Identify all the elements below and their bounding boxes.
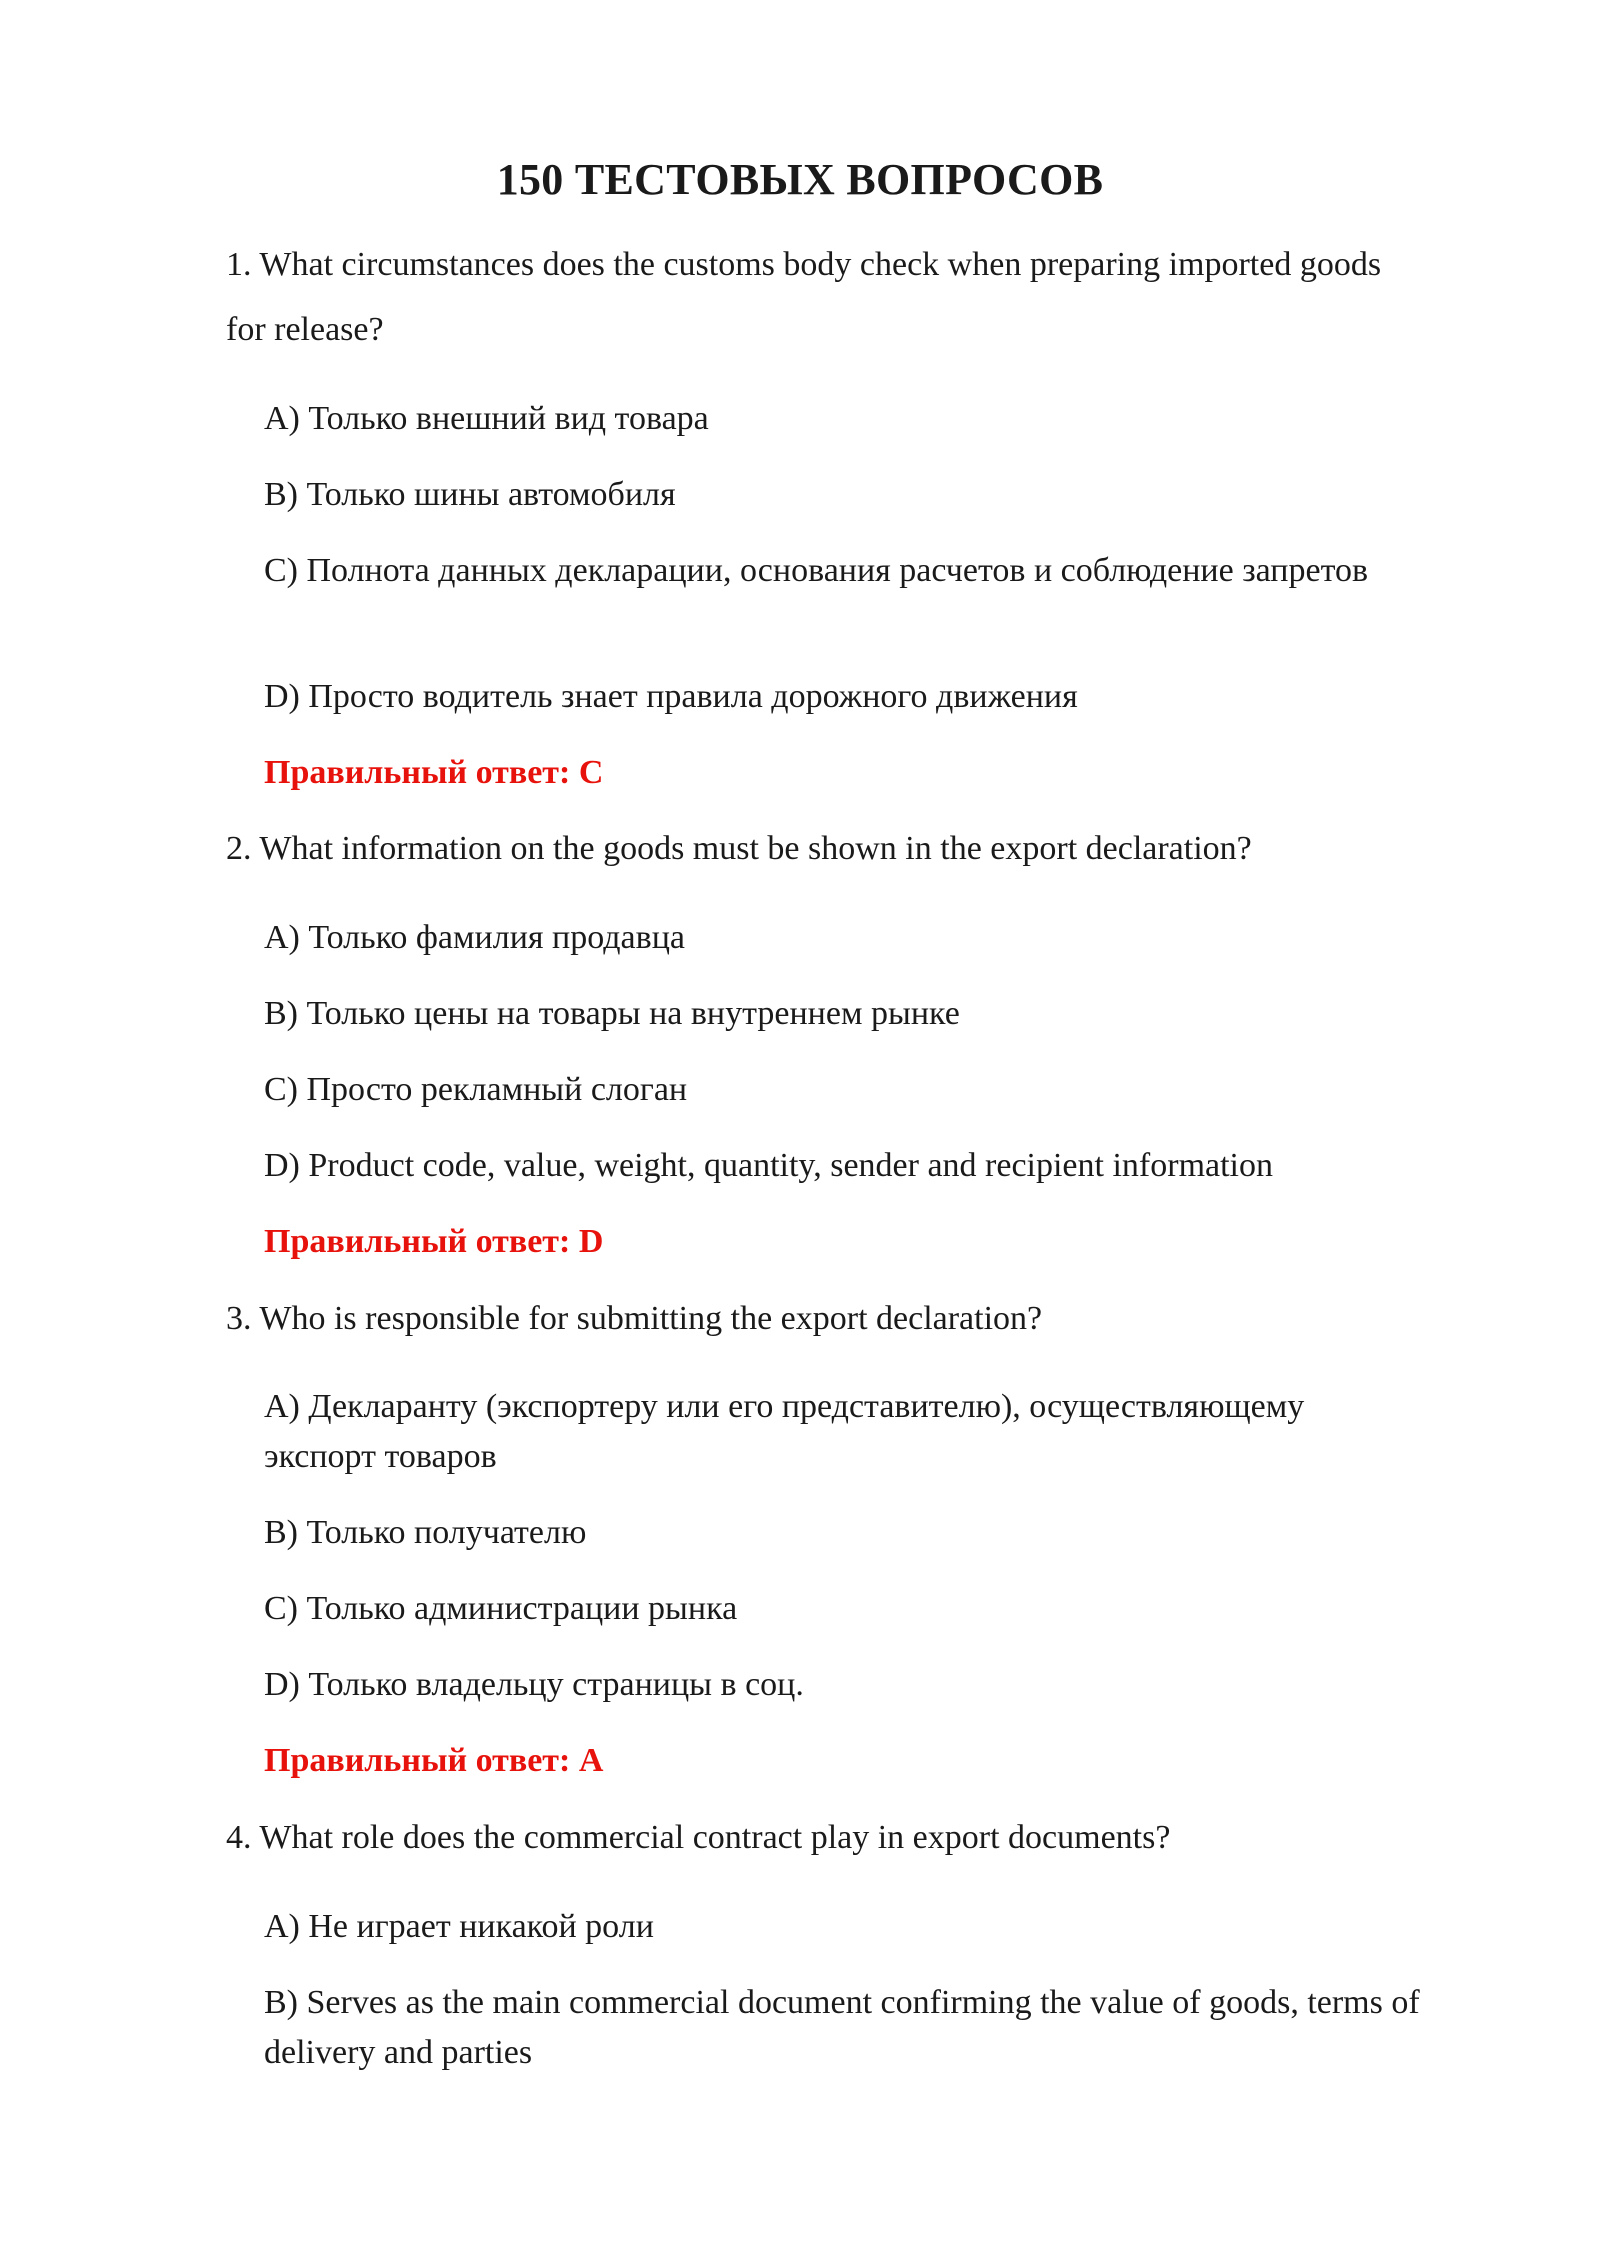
question-2-option-b: B) Только цены на товары на внутреннем рынке: [264, 995, 960, 1032]
question-3-option-c: C) Только администрации рынка: [264, 1590, 738, 1627]
question-4-text: 4. What role does the commercial contract play in export documents?: [226, 1819, 1171, 1856]
question-3-option-a: A) Декларанту (экспортеру или его представителю), осуществляющему экспорт товаров: [264, 1388, 1305, 1475]
question-1-option-b: B) Только шины автомобиля: [264, 476, 676, 513]
document-title: 150 ТЕСТОВЫХ ВОПРОСОВ: [496, 155, 1104, 204]
question-1-option-d: D) Просто водитель знает правила дорожного движения: [264, 678, 1078, 715]
question-1-option-c: C) Полнота данных декларации, основания расчетов и соблюдение запретов: [264, 552, 1369, 589]
question-3-option-d: D) Только владельцу страницы в соц.: [264, 1666, 804, 1703]
question-1-text: 1. What circumstances does the customs body check when preparing imported goods for release?: [226, 246, 1382, 348]
question-2-option-d: D) Product code, value, weight, quantity, sender and recipient information: [264, 1147, 1273, 1184]
question-4-option-b: B) Serves as the main commercial document confirming the value of goods, terms of delivery and parties: [264, 1984, 1420, 2071]
question-3-text: 3. Who is responsible for submitting the export declaration?: [226, 1300, 1043, 1337]
question-3-option-b: B) Только получателю: [264, 1514, 587, 1551]
question-2-text: 2. What information on the goods must be shown in the export declaration?: [226, 830, 1252, 867]
question-4-option-a: A) Не играет никакой роли: [264, 1908, 654, 1945]
question-2-option-c: C) Просто рекламный слоган: [264, 1071, 688, 1108]
question-1-answer: Правильный ответ: C: [264, 754, 604, 791]
question-2-answer: Правильный ответ: D: [264, 1223, 604, 1260]
question-1-option-a: A) Только внешний вид товара: [264, 400, 709, 437]
question-3-answer: Правильный ответ: A: [264, 1742, 604, 1779]
question-2-option-a: A) Только фамилия продавца: [264, 919, 685, 956]
